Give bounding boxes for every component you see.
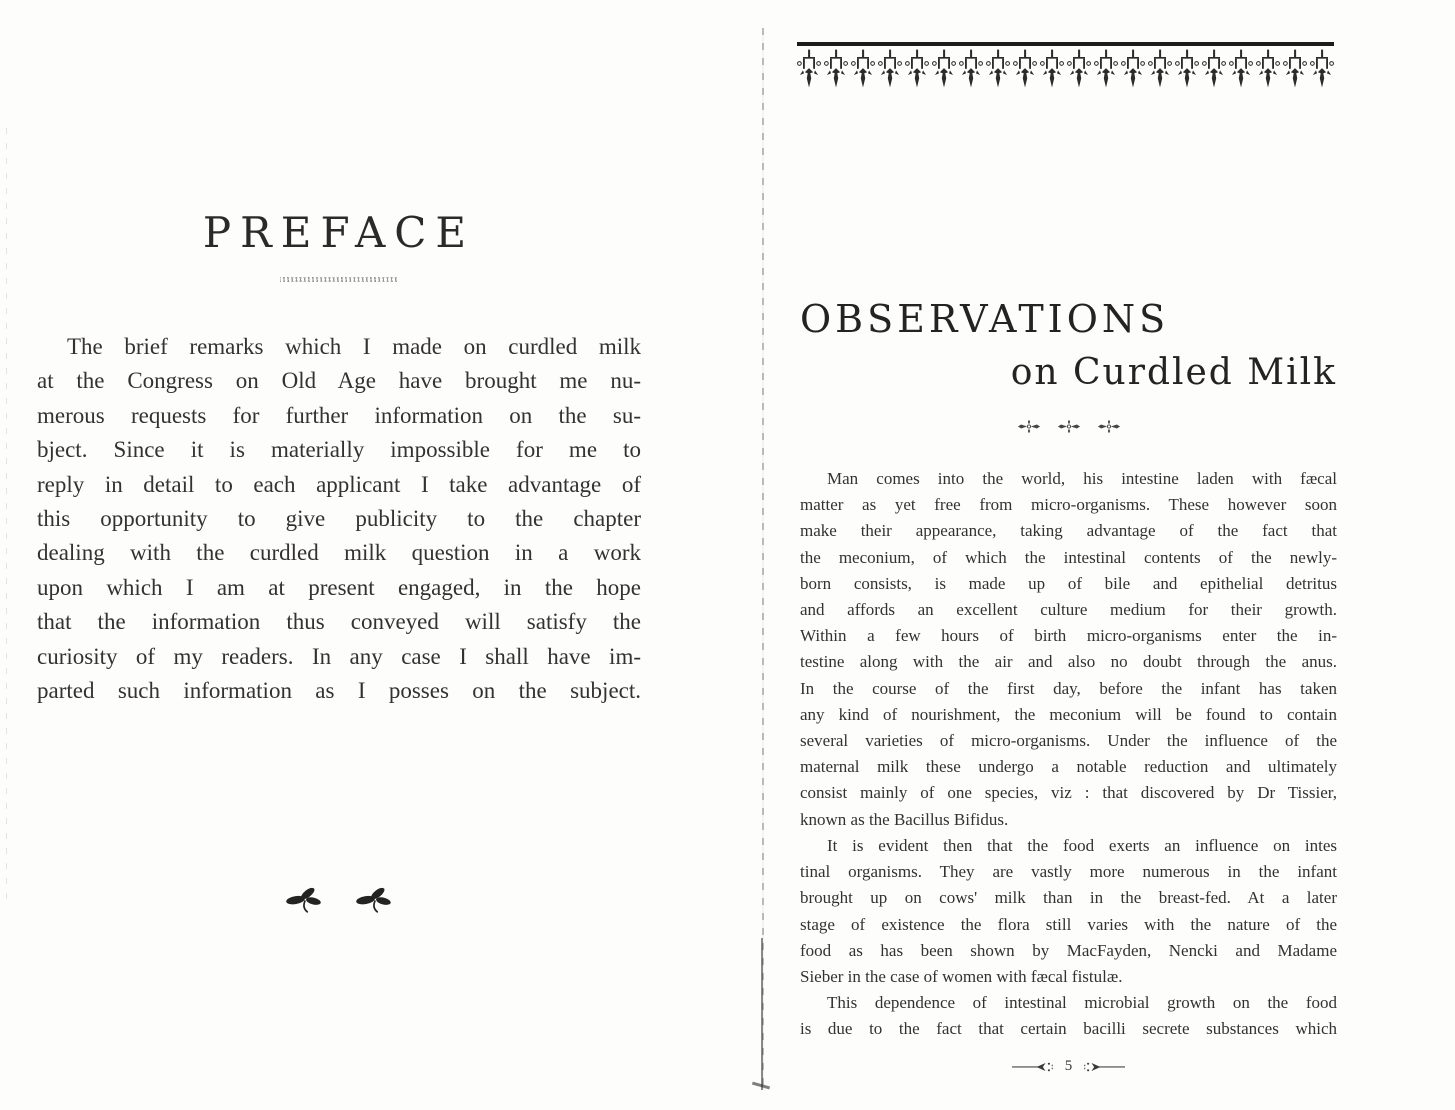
- drop-ornament-icon: [1310, 49, 1334, 89]
- drop-ornament-icon: [932, 49, 956, 89]
- left-page-edge-line: [6, 128, 7, 908]
- top-border-ornament-row: [797, 46, 1334, 89]
- drop-ornament-icon: [1202, 49, 1226, 89]
- drop-ornament-icon: [1094, 49, 1118, 89]
- page-gutter-line: [762, 28, 764, 1090]
- chapter-title: OBSERVATIONS: [800, 297, 1170, 341]
- drop-ornament-icon: [1175, 49, 1199, 89]
- drop-ornament-icon: [1229, 49, 1253, 89]
- title-underline-squiggle: [37, 277, 641, 283]
- drop-ornament-icon: [1121, 49, 1145, 89]
- drop-ornament-icon: [1013, 49, 1037, 89]
- leaf-ornaments: [37, 886, 641, 918]
- leaf-ornament-icon: [355, 886, 393, 918]
- drop-ornament-icon: [1067, 49, 1091, 89]
- title-fleurons: [800, 420, 1337, 433]
- body-paragraph-1: Man comes into the world, his intestine laden with fæcal matter as yet free from micro-organisms. These however soon make their appearance, taking advantage of the fact that the meconium, of which the intestinal contents of the newly- born consists, is made up of bile and epithelial detritus and affords an excellent culture medium for their growth. Within a few hours of birth micro-organisms enter the in- testine along with the air and also no doubt through the anus. In the course of the first day, before the infant has taken any kind of nourishment, the meconium will be found to contain several varieties of micro-organisms. Under the influence of the maternal milk these undergo a notable reduction and ultimately consist mainly of one species, viz : that discovered by Dr Tissier, known as the Bacillus Bifidus.: [800, 469, 1337, 829]
- drop-ornament-icon: [905, 49, 929, 89]
- drop-ornament-icon: [1283, 49, 1307, 89]
- drop-ornament-icon: [878, 49, 902, 89]
- body-paragraph-3: This dependence of intestinal microbial growth on the food is due to the fact that certain bacilli secrete substances which: [800, 993, 1337, 1039]
- chapter-subtitle: on Curdled Milk: [1010, 352, 1337, 393]
- leaf-ornament-icon: [285, 886, 323, 918]
- preface-title: PREFACE: [202, 208, 476, 257]
- drop-ornament-icon: [1148, 49, 1172, 89]
- drop-ornament-icon: [797, 49, 821, 89]
- drop-ornament-icon: [851, 49, 875, 89]
- drop-ornament-icon: [1256, 49, 1280, 89]
- top-border-rule: [797, 42, 1334, 89]
- page-number: 5: [1064, 1058, 1073, 1074]
- drop-ornament-icon: [824, 49, 848, 89]
- drop-ornament-icon: [1040, 49, 1064, 89]
- body-paragraph-2: It is evident then that the food exerts an influence on intes tinal organisms. They are vastly more numerous in the infant brought up on cows' milk than in the breast-fed. At a later stage of existence the flora still varies with the nature of the food as has been shown by MacFayden, Nencki and Madame Sieber in the case of women with fæcal fistulæ.: [800, 836, 1337, 987]
- fleuron-icon: [1057, 420, 1081, 433]
- page-number-left-rule-icon: [1012, 1061, 1058, 1073]
- drop-ornament-icon: [986, 49, 1010, 89]
- page-gutter-line-dark: [761, 938, 763, 1090]
- page-number-right-rule-icon: [1079, 1061, 1125, 1073]
- drop-ornament-icon: [959, 49, 983, 89]
- fleuron-icon: [1017, 420, 1041, 433]
- fleuron-icon: [1097, 420, 1121, 433]
- page-number-row: [800, 1058, 1337, 1075]
- preface-paragraph: The brief remarks which I made on curdled milk at the Congress on Old Age have brought me nu- merous requests for further information on the su- bject. Since it is materially impossible for me to reply in detail to each applicant I take advantage of this opportunity to give publicity to the chapter dealing with the curdled milk question in a work upon which I am at present engaged, in the hope that the information thus conveyed will satisfy the curiosity of my readers. In any case I shall have im- parted such information as I posses on the subject.: [37, 334, 641, 704]
